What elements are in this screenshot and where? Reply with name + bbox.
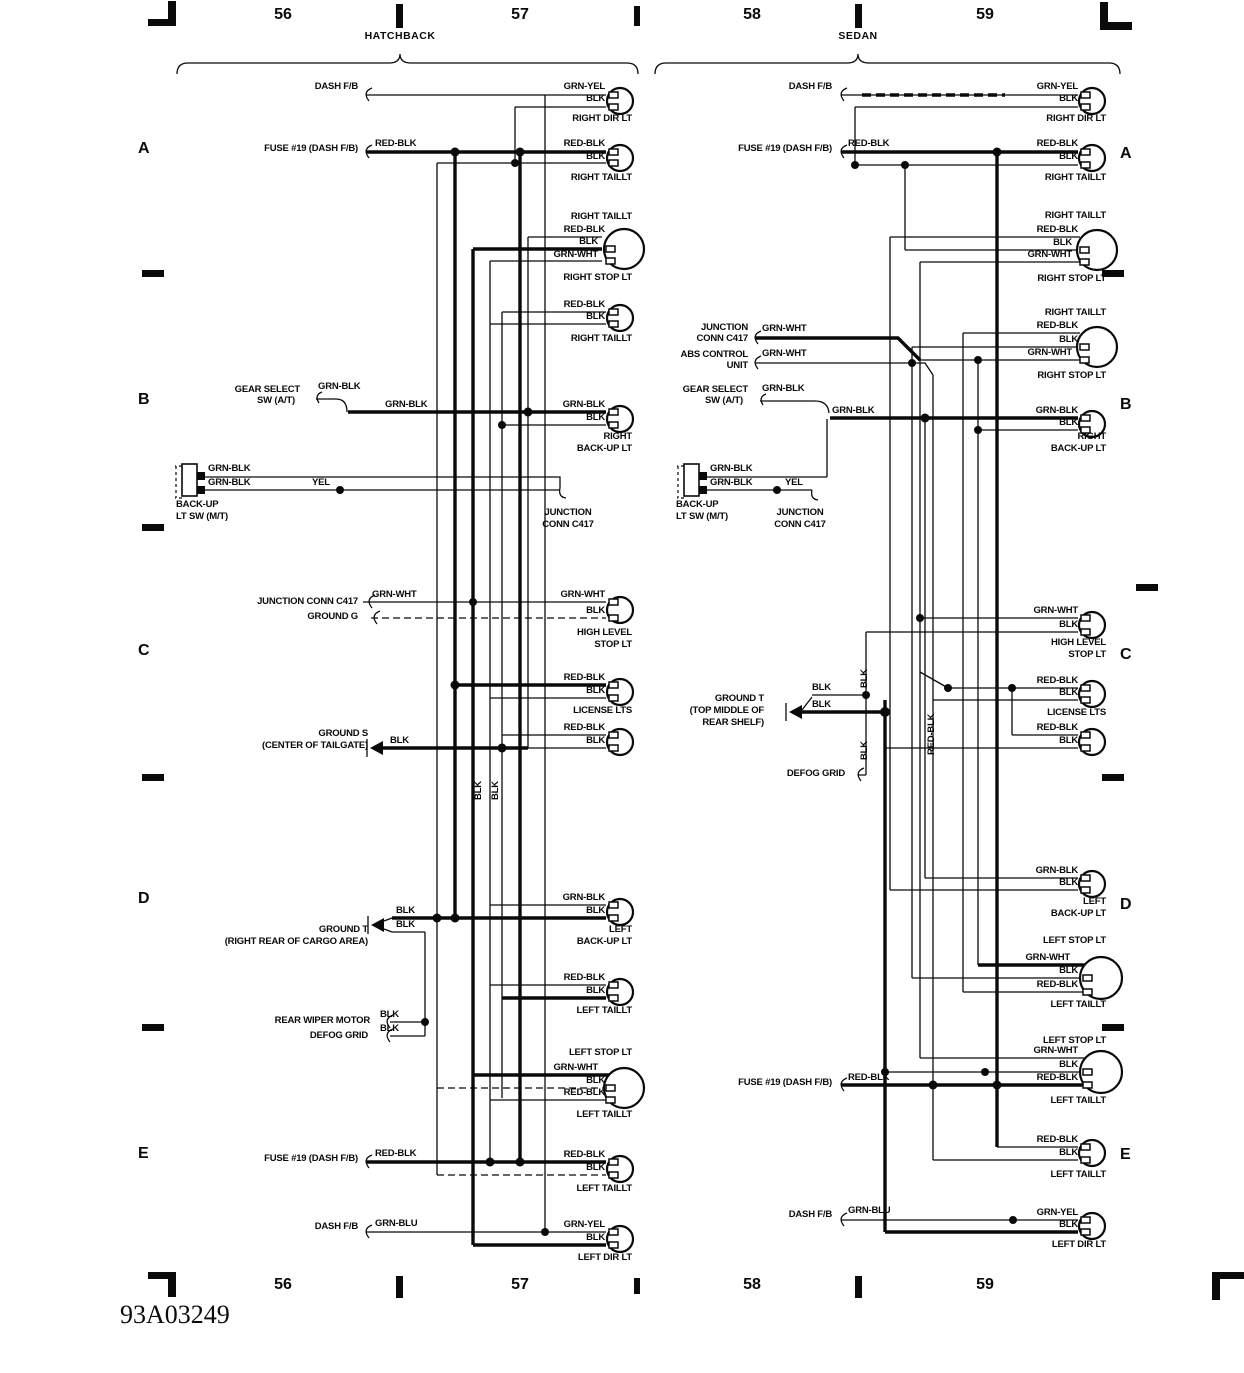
wire-label: BLK xyxy=(586,1232,605,1243)
wire-label: RED-BLK xyxy=(1036,1072,1078,1083)
component-label: CONN C417 xyxy=(542,519,594,530)
component-label: REAR SHELF) xyxy=(702,717,764,728)
component-label: GROUND G xyxy=(307,611,358,622)
component-label: (TOP MIDDLE OF xyxy=(689,705,764,716)
wire-label: GRN-WHT xyxy=(1027,249,1072,260)
component-label: RIGHT TAILLT xyxy=(1044,172,1106,183)
wire-label: RED-BLK xyxy=(563,138,605,149)
wire-label: YEL xyxy=(312,477,330,488)
wire-label: BLK xyxy=(1059,965,1078,976)
grid-row-ref: B xyxy=(138,391,150,408)
component-label: LEFT STOP LT xyxy=(1042,935,1106,946)
component-label: BACK-UP LT xyxy=(576,936,632,947)
wire-label: BLK xyxy=(586,1162,605,1173)
component-label: LICENSE LTS xyxy=(1047,707,1106,718)
wire-label: BLK xyxy=(1059,1059,1078,1070)
component-label: (RIGHT REAR OF CARGO AREA) xyxy=(224,936,368,947)
component-label: GROUND T xyxy=(318,924,368,935)
wire-label: BLK xyxy=(579,236,598,247)
wire-label: BLK xyxy=(380,1023,399,1034)
wire-label: GRN-YEL xyxy=(563,81,605,92)
wire-label: GRN-WHT xyxy=(1027,347,1072,358)
grid-row-ref: E xyxy=(138,1145,149,1162)
component-label: RIGHT TAILLT xyxy=(1044,307,1106,318)
component-label: LEFT STOP LT xyxy=(568,1047,632,1058)
wire-label: RED-BLK xyxy=(375,1148,417,1159)
wire-label: BLK xyxy=(586,1075,605,1086)
component-label: LT SW (M/T) xyxy=(176,511,228,522)
wire-label: RED-BLK xyxy=(1036,320,1078,331)
component-label: ABS CONTROL xyxy=(680,349,748,360)
component-label: BACK-UP LT xyxy=(1050,443,1106,454)
wire-label: GRN-BLK xyxy=(208,463,251,474)
wire-label: RED-BLK xyxy=(848,1072,890,1083)
component-label: DEFOG GRID xyxy=(786,768,845,779)
component-label: RIGHT STOP LT xyxy=(563,272,632,283)
wire-label: RED-BLK xyxy=(375,138,417,149)
grid-row-ref: C xyxy=(138,642,150,659)
component-label: LEFT xyxy=(609,924,632,935)
wire-label: GRN-BLU xyxy=(848,1205,891,1216)
component-label: BACK-UP LT xyxy=(1050,908,1106,919)
wire-label: BLK xyxy=(1053,237,1072,248)
wire-label: GRN-BLK xyxy=(562,892,605,903)
component-label: LEFT TAILLT xyxy=(576,1005,632,1016)
component-label: RIGHT xyxy=(1077,431,1106,442)
wire-label: GRN-WHT xyxy=(1025,952,1070,963)
component-label: RIGHT xyxy=(603,431,632,442)
wire-label: BLK xyxy=(1059,735,1078,746)
wire-label: BLK xyxy=(586,93,605,104)
wire-label: BLK xyxy=(812,699,831,710)
component-label: FUSE #19 (DASH F/B) xyxy=(264,1153,358,1164)
wire-label: GRN-WHT xyxy=(762,348,807,359)
component-label: DASH F/B xyxy=(314,81,358,92)
wire-label: GRN-BLK xyxy=(710,477,753,488)
wire-label: BLK xyxy=(1059,619,1078,630)
component-label: BACK-UP xyxy=(176,499,219,510)
wire-label: GRN-YEL xyxy=(563,1219,605,1230)
grid-column-ref: 59 xyxy=(976,1276,994,1293)
component-label: LEFT STOP LT xyxy=(1042,1035,1106,1046)
grid-column-ref: 59 xyxy=(976,6,994,23)
wire-label: RED-BLK xyxy=(563,722,605,733)
vertical-wire-label: BLK xyxy=(473,781,484,800)
component-label: LEFT DIR LT xyxy=(1051,1239,1106,1250)
component-label: UNIT xyxy=(726,360,748,371)
wire-label: GRN-WHT xyxy=(560,589,605,600)
component-label: LEFT TAILLT xyxy=(576,1183,632,1194)
component-label: LEFT xyxy=(1083,896,1106,907)
wire-label: BLK xyxy=(1059,687,1078,698)
component-label: RIGHT TAILLT xyxy=(570,333,632,344)
wire-label: GRN-BLK xyxy=(318,381,361,392)
wire-label: GRN-BLK xyxy=(562,399,605,410)
wire-label: GRN-WHT xyxy=(1033,1045,1078,1056)
component-label: RIGHT STOP LT xyxy=(1037,273,1106,284)
wire-label: YEL xyxy=(785,477,803,488)
component-label: STOP LT xyxy=(1068,649,1106,660)
wire-label: GRN-BLK xyxy=(710,463,753,474)
wire-label: BLK xyxy=(1059,151,1078,162)
component-label: FUSE #19 (DASH F/B) xyxy=(738,1077,832,1088)
wire-label: RED-BLK xyxy=(1036,979,1078,990)
component-label: REAR WIPER MOTOR xyxy=(274,1015,370,1026)
vertical-wire-label: BLK xyxy=(490,781,501,800)
wire-label: BLK xyxy=(396,905,415,916)
vertical-wire-label: RED-BLK xyxy=(926,713,937,755)
wire-label: BLK xyxy=(1059,417,1078,428)
grid-row-ref: D xyxy=(138,890,150,907)
grid-column-ref: 57 xyxy=(511,1276,529,1293)
component-label: RIGHT DIR LT xyxy=(572,113,632,124)
component-label: LT SW (M/T) xyxy=(676,511,728,522)
vertical-wire-label: BLK xyxy=(859,741,870,760)
component-label: CONN C417 xyxy=(696,333,748,344)
wire-label: RED-BLK xyxy=(563,972,605,983)
component-label: JUNCTION xyxy=(701,322,748,333)
wire-label: GRN-BLK xyxy=(832,405,875,416)
grid-row-ref: C xyxy=(1120,646,1132,663)
wire-label: BLK xyxy=(1059,1219,1078,1230)
wire-label: RED-BLK xyxy=(848,138,890,149)
wire-label: BLK xyxy=(586,311,605,322)
component-label: LEFT TAILLT xyxy=(1050,999,1106,1010)
wire-label: GRN-WHT xyxy=(762,323,807,334)
wire-label: BLK xyxy=(812,682,831,693)
wire-label: BLK xyxy=(586,735,605,746)
grid-row-ref: B xyxy=(1120,396,1132,413)
component-label: GROUND S xyxy=(318,728,368,739)
wire-label: RED-BLK xyxy=(563,299,605,310)
wire-label: GRN-BLK xyxy=(762,383,805,394)
wire-label: GRN-BLK xyxy=(1035,405,1078,416)
component-label: BACK-UP xyxy=(676,499,719,510)
vertical-wire-label: BLK xyxy=(859,669,870,688)
component-label: GEAR SELECT xyxy=(234,384,300,395)
component-label: SW (A/T) xyxy=(705,395,743,406)
component-label: RIGHT STOP LT xyxy=(1037,370,1106,381)
component-label: LEFT DIR LT xyxy=(577,1252,632,1263)
grid-column-ref: 58 xyxy=(743,6,761,23)
component-label: LEFT TAILLT xyxy=(1050,1169,1106,1180)
wire-label: RED-BLK xyxy=(1036,224,1078,235)
wire-label: GRN-BLK xyxy=(208,477,251,488)
component-label: DASH F/B xyxy=(314,1221,358,1232)
wire-label: GRN-WHT xyxy=(1033,605,1078,616)
component-label: JUNCTION xyxy=(776,507,824,518)
wire-label: GRN-BLK xyxy=(385,399,428,410)
component-label: DASH F/B xyxy=(788,81,832,92)
component-label: BACK-UP LT xyxy=(576,443,632,454)
wire-label: RED-BLK xyxy=(563,1087,605,1098)
wire-label: GRN-YEL xyxy=(1036,81,1078,92)
component-label: HIGH LEVEL xyxy=(1050,637,1106,648)
component-label: (CENTER OF TAILGATE) xyxy=(262,740,368,751)
grid-column-ref: 56 xyxy=(274,6,292,23)
component-label: HIGH LEVEL xyxy=(576,627,632,638)
component-label: RIGHT TAILLT xyxy=(570,211,632,222)
component-label: STOP LT xyxy=(594,639,632,650)
wire-label: BLK xyxy=(1059,334,1078,345)
component-label: FUSE #19 (DASH F/B) xyxy=(738,143,832,154)
component-label: RIGHT TAILLT xyxy=(1044,210,1106,221)
grid-row-ref: E xyxy=(1120,1146,1131,1163)
component-label: DASH F/B xyxy=(788,1209,832,1220)
wire-label: BLK xyxy=(1059,93,1078,104)
component-label: SW (A/T) xyxy=(257,395,295,406)
grid-column-ref: 58 xyxy=(743,1276,761,1293)
component-label: GROUND T xyxy=(714,693,764,704)
grid-row-ref: D xyxy=(1120,896,1132,913)
wire-label: GRN-WHT xyxy=(553,249,598,260)
component-label: LICENSE LTS xyxy=(573,705,632,716)
component-label: LEFT TAILLT xyxy=(576,1109,632,1120)
wire-label: BLK xyxy=(586,151,605,162)
wire-label: BLK xyxy=(380,1009,399,1020)
component-label: CONN C417 xyxy=(774,519,826,530)
wire-label: BLK xyxy=(586,605,605,616)
grid-column-ref: 56 xyxy=(274,1276,292,1293)
component-label: FUSE #19 (DASH F/B) xyxy=(264,143,358,154)
wire-label: BLK xyxy=(586,905,605,916)
wire-label: RED-BLK xyxy=(1036,138,1078,149)
wire-label: GRN-WHT xyxy=(553,1062,598,1073)
component-label: JUNCTION CONN C417 xyxy=(257,596,358,607)
wire-label: BLK xyxy=(586,985,605,996)
wire-label: RED-BLK xyxy=(1036,1134,1078,1145)
document-number: 93A03249 xyxy=(120,1300,230,1329)
wire-label: BLK xyxy=(390,735,409,746)
component-label: RIGHT DIR LT xyxy=(1046,113,1106,124)
wire-label: GRN-WHT xyxy=(372,589,417,600)
section-title: HATCHBACK xyxy=(364,30,436,42)
wire-label: RED-BLK xyxy=(1036,722,1078,733)
wire-label: GRN-BLK xyxy=(1035,865,1078,876)
wire-label: RED-BLK xyxy=(563,224,605,235)
wire-label: RED-BLK xyxy=(1036,675,1078,686)
wire-label: BLK xyxy=(586,412,605,423)
wire-label: BLK xyxy=(1059,877,1078,888)
wire-label: BLK xyxy=(586,685,605,696)
component-label: RIGHT TAILLT xyxy=(570,172,632,183)
section-title: SEDAN xyxy=(838,30,878,42)
grid-row-ref: A xyxy=(138,140,150,157)
component-label: DEFOG GRID xyxy=(309,1030,368,1041)
grid-row-ref: A xyxy=(1120,145,1132,162)
wire-label: BLK xyxy=(1059,1147,1078,1158)
wire-label: BLK xyxy=(396,919,415,930)
wire-label: RED-BLK xyxy=(563,1149,605,1160)
wire-label: RED-BLK xyxy=(563,672,605,683)
component-label: LEFT TAILLT xyxy=(1050,1095,1106,1106)
wire-label: GRN-BLU xyxy=(375,1218,418,1229)
component-label: GEAR SELECT xyxy=(682,384,748,395)
component-label: JUNCTION xyxy=(544,507,592,518)
wire-label: GRN-YEL xyxy=(1036,1207,1078,1218)
grid-column-ref: 57 xyxy=(511,6,529,23)
